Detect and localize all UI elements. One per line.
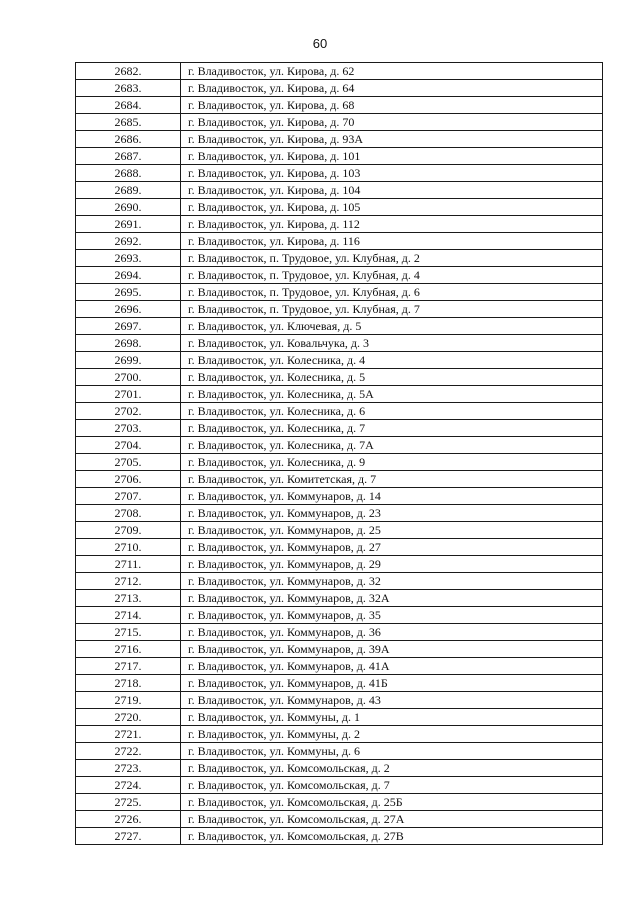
table-row: [76, 488, 603, 505]
address-cell: г. Владивосток, ул. Коммунаров, д. 36: [181, 624, 603, 641]
table-row: [76, 471, 603, 488]
address-cell: г. Владивосток, ул. Коммуны, д. 6: [181, 743, 603, 760]
row-number-cell: 2689.: [76, 182, 181, 199]
address-cell: г. Владивосток, ул. Кирова, д. 93А: [181, 131, 603, 148]
table-row: [76, 828, 603, 845]
table-row: [76, 80, 603, 97]
address-cell: г. Владивосток, ул. Кирова, д. 112: [181, 216, 603, 233]
row-number-cell: 2698.: [76, 335, 181, 352]
address-cell: г. Владивосток, ул. Коммунаров, д. 32: [181, 573, 603, 590]
table-row: [76, 607, 603, 624]
row-number-cell: 2710.: [76, 539, 181, 556]
address-cell: г. Владивосток, ул. Коммунаров, д. 35: [181, 607, 603, 624]
table-row: [76, 318, 603, 335]
table-row: [76, 114, 603, 131]
address-cell: г. Владивосток, ул. Кирова, д. 68: [181, 97, 603, 114]
address-cell: г. Владивосток, ул. Коммунаров, д. 39А: [181, 641, 603, 658]
row-number-cell: 2715.: [76, 624, 181, 641]
address-cell: г. Владивосток, ул. Колесника, д. 5: [181, 369, 603, 386]
address-table: [75, 62, 603, 845]
table-row: [76, 131, 603, 148]
address-cell: г. Владивосток, ул. Ковальчука, д. 3: [181, 335, 603, 352]
table-row: [76, 505, 603, 522]
address-cell: г. Владивосток, ул. Кирова, д. 101: [181, 148, 603, 165]
address-cell: г. Владивосток, ул. Колесника, д. 7: [181, 420, 603, 437]
address-cell: г. Владивосток, ул. Кирова, д. 64: [181, 80, 603, 97]
address-cell: г. Владивосток, ул. Коммуны, д. 1: [181, 709, 603, 726]
table-row: [76, 709, 603, 726]
address-cell: г. Владивосток, ул. Коммунаров, д. 43: [181, 692, 603, 709]
row-number-cell: 2683.: [76, 80, 181, 97]
row-number-cell: 2704.: [76, 437, 181, 454]
row-number-cell: 2726.: [76, 811, 181, 828]
row-number-cell: 2724.: [76, 777, 181, 794]
table-row: [76, 165, 603, 182]
row-number-cell: 2717.: [76, 658, 181, 675]
table-row: [76, 352, 603, 369]
row-number-cell: 2696.: [76, 301, 181, 318]
page-number: 60: [312, 36, 328, 51]
address-cell: г. Владивосток, ул. Комсомольская, д. 2: [181, 760, 603, 777]
row-number-cell: 2701.: [76, 386, 181, 403]
address-cell: г. Владивосток, п. Трудовое, ул. Клубная, д. 7: [181, 301, 603, 318]
row-number-cell: 2694.: [76, 267, 181, 284]
row-number-cell: 2682.: [76, 63, 181, 80]
address-cell: г. Владивосток, ул. Комсомольская, д. 25Б: [181, 794, 603, 811]
address-cell: г. Владивосток, ул. Комитетская, д. 7: [181, 471, 603, 488]
row-number-cell: 2707.: [76, 488, 181, 505]
row-number-cell: 2686.: [76, 131, 181, 148]
row-number-cell: 2727.: [76, 828, 181, 845]
row-number-cell: 2697.: [76, 318, 181, 335]
address-cell: г. Владивосток, ул. Коммунаров, д. 14: [181, 488, 603, 505]
table-row: [76, 335, 603, 352]
table-row: [76, 216, 603, 233]
row-number-cell: 2688.: [76, 165, 181, 182]
table-row: [76, 233, 603, 250]
table-row: [76, 420, 603, 437]
table-row: [76, 539, 603, 556]
table-row: [76, 267, 603, 284]
address-cell: г. Владивосток, ул. Комсомольская, д. 27А: [181, 811, 603, 828]
table-row: [76, 658, 603, 675]
table-row: [76, 148, 603, 165]
table-row: [76, 97, 603, 114]
address-cell: г. Владивосток, ул. Коммунаров, д. 27: [181, 539, 603, 556]
row-number-cell: 2684.: [76, 97, 181, 114]
table-row: [76, 284, 603, 301]
row-number-cell: 2716.: [76, 641, 181, 658]
row-number-cell: 2687.: [76, 148, 181, 165]
row-number-cell: 2711.: [76, 556, 181, 573]
address-cell: г. Владивосток, ул. Колесника, д. 4: [181, 352, 603, 369]
address-cell: г. Владивосток, ул. Коммунаров, д. 29: [181, 556, 603, 573]
table-row: [76, 454, 603, 471]
row-number-cell: 2703.: [76, 420, 181, 437]
table-row: [76, 811, 603, 828]
row-number-cell: 2692.: [76, 233, 181, 250]
address-cell: г. Владивосток, ул. Колесника, д. 9: [181, 454, 603, 471]
row-number-cell: 2714.: [76, 607, 181, 624]
row-number-cell: 2713.: [76, 590, 181, 607]
row-number-cell: 2718.: [76, 675, 181, 692]
address-cell: г. Владивосток, п. Трудовое, ул. Клубная, д. 2: [181, 250, 603, 267]
address-cell: г. Владивосток, ул. Колесника, д. 6: [181, 403, 603, 420]
table-row: [76, 403, 603, 420]
address-cell: г. Владивосток, ул. Кирова, д. 116: [181, 233, 603, 250]
table-row: [76, 199, 603, 216]
address-cell: г. Владивосток, ул. Комсомольская, д. 27В: [181, 828, 603, 845]
address-cell: г. Владивосток, ул. Комсомольская, д. 7: [181, 777, 603, 794]
table-row: [76, 522, 603, 539]
row-number-cell: 2685.: [76, 114, 181, 131]
row-number-cell: 2712.: [76, 573, 181, 590]
address-cell: г. Владивосток, ул. Колесника, д. 7А: [181, 437, 603, 454]
table-row: [76, 726, 603, 743]
row-number-cell: 2706.: [76, 471, 181, 488]
row-number-cell: 2695.: [76, 284, 181, 301]
row-number-cell: 2700.: [76, 369, 181, 386]
row-number-cell: 2721.: [76, 726, 181, 743]
address-cell: г. Владивосток, п. Трудовое, ул. Клубная, д. 6: [181, 284, 603, 301]
row-number-cell: 2720.: [76, 709, 181, 726]
table-row: [76, 743, 603, 760]
row-number-cell: 2690.: [76, 199, 181, 216]
table-row: [76, 301, 603, 318]
address-table-body: [76, 63, 603, 845]
address-cell: г. Владивосток, ул. Кирова, д. 70: [181, 114, 603, 131]
address-cell: г. Владивосток, ул. Ключевая, д. 5: [181, 318, 603, 335]
table-row: [76, 675, 603, 692]
table-row: [76, 794, 603, 811]
row-number-cell: 2725.: [76, 794, 181, 811]
row-number-cell: 2702.: [76, 403, 181, 420]
table-row: [76, 556, 603, 573]
address-cell: г. Владивосток, ул. Кирова, д. 62: [181, 63, 603, 80]
row-number-cell: 2691.: [76, 216, 181, 233]
row-number-cell: 2699.: [76, 352, 181, 369]
table-row: [76, 369, 603, 386]
table-row: [76, 624, 603, 641]
address-cell: г. Владивосток, ул. Кирова, д. 104: [181, 182, 603, 199]
table-row: [76, 437, 603, 454]
address-cell: г. Владивосток, ул. Коммунаров, д. 41Б: [181, 675, 603, 692]
table-row: [76, 182, 603, 199]
table-row: [76, 63, 603, 80]
row-number-cell: 2705.: [76, 454, 181, 471]
address-cell: г. Владивосток, ул. Коммуны, д. 2: [181, 726, 603, 743]
address-cell: г. Владивосток, п. Трудовое, ул. Клубная, д. 4: [181, 267, 603, 284]
address-cell: г. Владивосток, ул. Колесника, д. 5А: [181, 386, 603, 403]
address-cell: г. Владивосток, ул. Кирова, д. 105: [181, 199, 603, 216]
address-cell: г. Владивосток, ул. Коммунаров, д. 32А: [181, 590, 603, 607]
address-cell: г. Владивосток, ул. Кирова, д. 103: [181, 165, 603, 182]
row-number-cell: 2723.: [76, 760, 181, 777]
row-number-cell: 2708.: [76, 505, 181, 522]
table-row: [76, 573, 603, 590]
table-row: [76, 777, 603, 794]
address-cell: г. Владивосток, ул. Коммунаров, д. 25: [181, 522, 603, 539]
row-number-cell: 2719.: [76, 692, 181, 709]
row-number-cell: 2709.: [76, 522, 181, 539]
table-row: [76, 692, 603, 709]
table-row: [76, 641, 603, 658]
row-number-cell: 2722.: [76, 743, 181, 760]
table-row: [76, 760, 603, 777]
row-number-cell: 2693.: [76, 250, 181, 267]
address-cell: г. Владивосток, ул. Коммунаров, д. 41А: [181, 658, 603, 675]
address-cell: г. Владивосток, ул. Коммунаров, д. 23: [181, 505, 603, 522]
table-row: [76, 386, 603, 403]
table-row: [76, 590, 603, 607]
table-row: [76, 250, 603, 267]
